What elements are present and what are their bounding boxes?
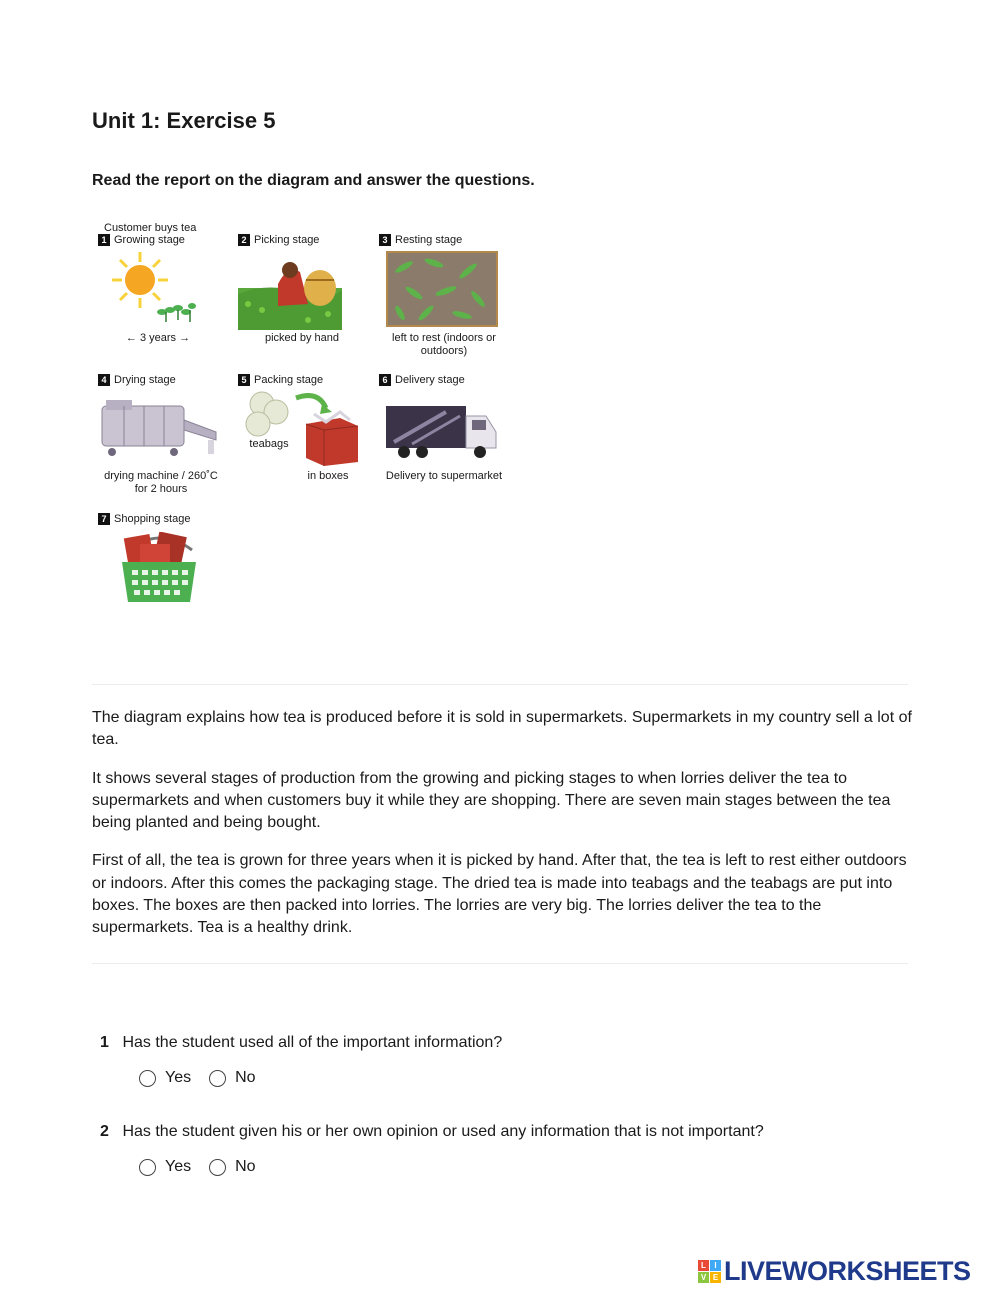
stage-number: 3 (379, 234, 391, 246)
logo-letter: L (698, 1260, 709, 1271)
stage-picking (238, 232, 368, 248)
sun-seedlings-illustration (110, 250, 200, 328)
radio-yes[interactable] (139, 1159, 156, 1176)
stage-caption: ← 3 years → (125, 332, 191, 344)
stage-title: Resting stage (395, 234, 463, 246)
resting-tray-illustration (386, 251, 498, 327)
question-number: 2 (100, 1123, 109, 1140)
stage-number: 5 (238, 374, 250, 386)
logo-letter: V (698, 1272, 709, 1283)
stage-packing (238, 372, 368, 388)
divider-top (92, 684, 908, 685)
stage-title: Shopping stage (114, 513, 191, 525)
page-title: Unit 1: Exercise 5 (92, 108, 276, 133)
question-number: 1 (100, 1034, 109, 1051)
stage-number: 7 (98, 513, 110, 525)
drying-machine-illustration (98, 396, 224, 462)
logo-letter: I (710, 1260, 721, 1271)
stage-caption: Delivery to supermarket (385, 470, 503, 482)
option-no[interactable] (209, 1069, 255, 1087)
stage-caption: drying machine / 260˚C for 2 hours (104, 470, 218, 495)
report-paragraph: It shows several stages of production from the growing and picking stages to when lorries deliver the tea to supermarkets and when customers buy it while they are shopping. There are seven main stages between the tea being planted and being bought. (92, 769, 891, 832)
stage-caption: left to rest (indoors or outdoors) (392, 332, 496, 357)
tea-production-diagram (92, 222, 512, 632)
packing-subcaption: teabags (249, 438, 289, 450)
option-yes[interactable] (139, 1069, 191, 1087)
radio-no[interactable] (209, 1070, 226, 1087)
liveworksheets-logo[interactable] (698, 1256, 971, 1287)
question-1 (100, 1034, 502, 1052)
stage-number: 1 (98, 234, 110, 246)
report-paragraph: First of all, the tea is grown for three years when it is picked by hand. After that, the tea is left to rest either outdoors or indoors. After this comes the packaging stage. The dried tea is made into teabags and the teabags are put into boxes. The boxes are then packed into lorries. The lorries are very big. The lorries deliver the tea to the supermarkets. Tea is a healthy drink. (92, 852, 907, 937)
delivery-truck-illustration (386, 404, 498, 462)
option-label: No (235, 1069, 256, 1086)
question-2-options (139, 1158, 274, 1176)
stage-number: 6 (379, 374, 391, 386)
option-yes[interactable] (139, 1158, 191, 1176)
stage-number: 4 (98, 374, 110, 386)
report-text (92, 707, 912, 956)
teabags-box-illustration (240, 390, 364, 466)
divider-bottom (92, 963, 908, 964)
stage-title: Delivery stage (395, 374, 465, 386)
stage-number: 2 (238, 234, 250, 246)
stage-caption: in boxes (307, 470, 349, 482)
shopping-basket-illustration (120, 532, 198, 606)
logo-blocks-icon (698, 1260, 721, 1283)
stage-title: Packing stage (254, 374, 324, 386)
question-text: Has the student given his or her own opinion or used any information that is not important? (122, 1123, 764, 1140)
stage-caption: Customer buys tea (104, 222, 197, 234)
stage-title: Picking stage (254, 234, 320, 246)
logo-letter: E (710, 1272, 721, 1283)
stage-caption: picked by hand (265, 332, 339, 344)
logo-text: LIVEWORKSHEETS (724, 1256, 971, 1286)
stage-drying (98, 372, 228, 388)
stage-title: Drying stage (114, 374, 176, 386)
report-paragraph: The diagram explains how tea is produced before it is sold in supermarkets. Supermarkets in my country sell a lot of tea. (92, 709, 912, 749)
radio-no[interactable] (209, 1159, 226, 1176)
stage-title: Growing stage (114, 234, 185, 246)
question-text: Has the student used all of the important information? (122, 1034, 503, 1051)
radio-yes[interactable] (139, 1070, 156, 1087)
option-label: Yes (165, 1158, 192, 1175)
option-no[interactable] (209, 1158, 255, 1176)
stage-resting (379, 232, 509, 248)
tea-picker-illustration (238, 254, 342, 330)
instruction-text: Read the report on the diagram and answer the questions. (92, 172, 535, 189)
question-2 (100, 1123, 764, 1141)
stage-delivery (379, 372, 509, 388)
question-1-options (139, 1069, 274, 1087)
option-label: No (235, 1158, 256, 1175)
option-label: Yes (165, 1069, 192, 1086)
stage-shopping (98, 511, 228, 527)
